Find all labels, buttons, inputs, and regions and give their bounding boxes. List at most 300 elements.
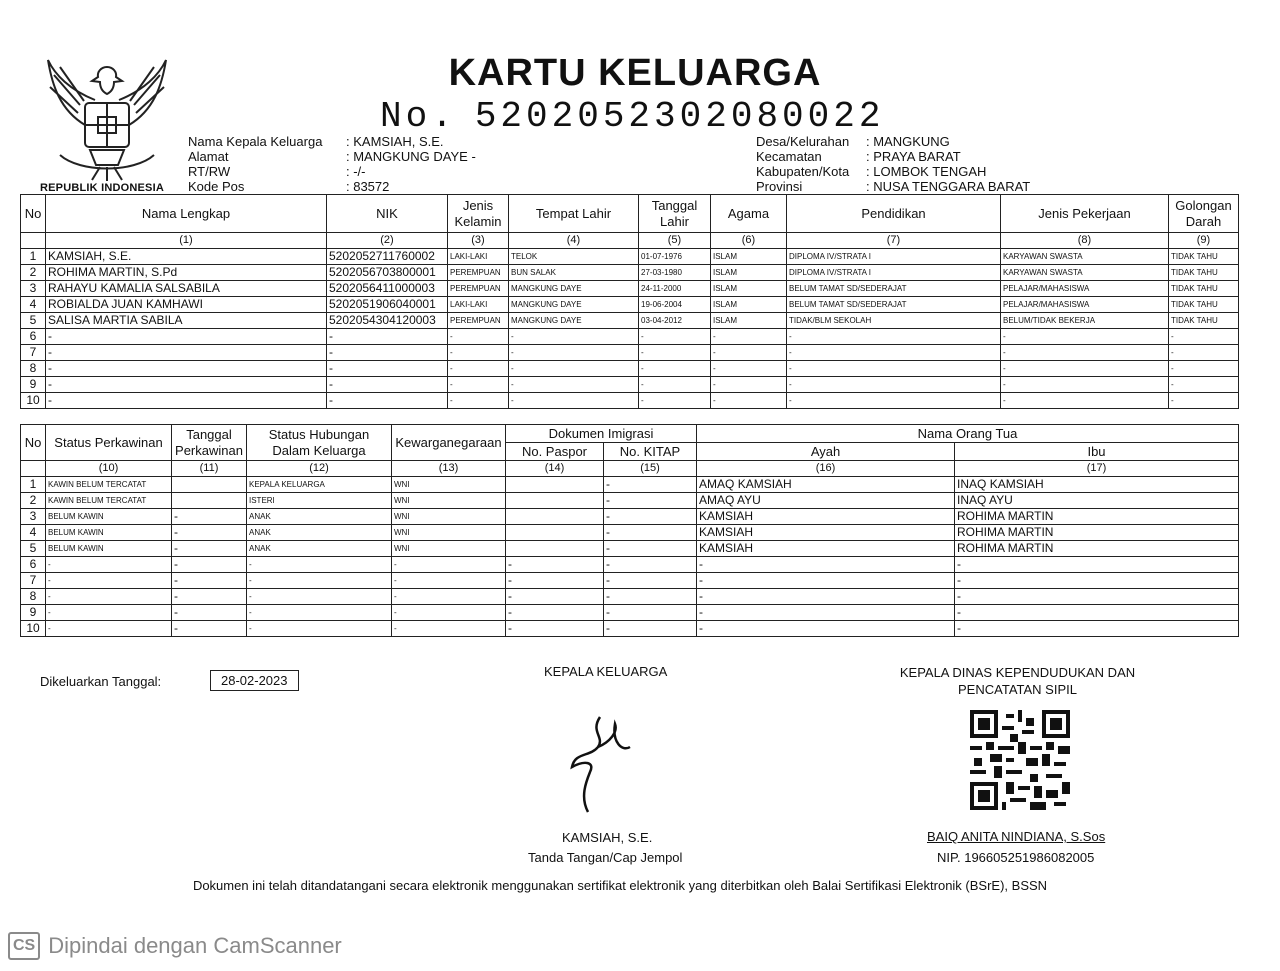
table-cell: WNI [392, 477, 506, 493]
watermark-text: Dipindai dengan CamScanner [48, 933, 342, 958]
column-number: (12) [247, 461, 392, 477]
info-value: : PRAYA BARAT [866, 149, 961, 164]
table-cell [506, 493, 604, 509]
column-number-row [21, 233, 1239, 249]
info-value: : LOMBOK TENGAH [866, 164, 987, 179]
table-cell: - [604, 621, 697, 637]
table-cell: AMAQ KAMSIAH [697, 477, 955, 493]
table-cell: 5 [21, 541, 46, 557]
table-cell: - [604, 477, 697, 493]
table-cell: - [448, 345, 509, 361]
table-cell: AMAQ AYU [697, 493, 955, 509]
column-header: Tempat Lahir [509, 195, 639, 233]
table-cell: - [392, 605, 506, 621]
column-number-row [21, 461, 1239, 477]
signature-icon [560, 712, 640, 822]
column-number: (6) [711, 233, 787, 249]
table-cell: - [46, 589, 172, 605]
dinas-line: PENCATATAN SIPIL [958, 682, 1077, 697]
table-row [21, 605, 1239, 621]
table-cell: - [46, 605, 172, 621]
table-cell: MANGKUNG DAYE [509, 281, 639, 297]
table-cell: - [1169, 329, 1239, 345]
table-cell: - [46, 377, 327, 393]
camscanner-logo-icon: CS [8, 932, 40, 960]
table-cell: ISTERI [247, 493, 392, 509]
info-label: Kode Pos [188, 179, 245, 194]
table-cell [506, 509, 604, 525]
info-label: RT/RW [188, 164, 231, 179]
table-cell: - [509, 393, 639, 409]
table-cell: - [787, 329, 1001, 345]
table-cell: KAWIN BELUM TERCATAT [46, 477, 172, 493]
info-row [188, 164, 476, 179]
table-cell: - [697, 557, 955, 573]
table-cell: DIPLOMA IV/STRATA I [787, 249, 1001, 265]
table-cell: BELUM/TIDAK BEKERJA [1001, 313, 1169, 329]
table-row [21, 477, 1239, 493]
table-cell: - [392, 621, 506, 637]
table-cell: 19-06-2004 [639, 297, 711, 313]
table-cell: - [639, 361, 711, 377]
table-cell: - [711, 377, 787, 393]
table-cell: 5202052711760002 [327, 249, 448, 265]
table-cell: ROHIMA MARTIN [955, 509, 1239, 525]
table-cell: 27-03-1980 [639, 265, 711, 281]
table-cell: - [604, 605, 697, 621]
column-number: (17) [955, 461, 1239, 477]
family-status-table [20, 424, 1239, 637]
column-header: No. KITAP [604, 443, 697, 461]
info-label: Kabupaten/Kota [756, 164, 850, 179]
table-row [21, 493, 1239, 509]
table-cell: BUN SALAK [509, 265, 639, 281]
table-cell: - [604, 525, 697, 541]
table-cell: TIDAK TAHU [1169, 249, 1239, 265]
column-header: Dokumen Imigrasi [506, 425, 697, 443]
table-cell: PELAJAR/MAHASISWA [1001, 297, 1169, 313]
table-cell: - [604, 509, 697, 525]
table-cell: - [639, 393, 711, 409]
table-cell: LAKI-LAKI [448, 297, 509, 313]
table-cell: 4 [21, 525, 46, 541]
table-cell: 8 [21, 361, 46, 377]
column-header: Agama [711, 195, 787, 233]
table-cell: ISLAM [711, 297, 787, 313]
number-label: No. [380, 96, 457, 137]
table-cell: - [1169, 377, 1239, 393]
table-cell: - [327, 361, 448, 377]
table-cell: - [1001, 377, 1169, 393]
column-number: (14) [506, 461, 604, 477]
column-number: (11) [172, 461, 247, 477]
table-cell: ROBIALDA JUAN KAMHAWI [46, 297, 327, 313]
table-cell: - [1001, 329, 1169, 345]
column-header: Tanggal Lahir [639, 195, 711, 233]
table-cell: INAQ KAMSIAH [955, 477, 1239, 493]
table-cell: - [697, 605, 955, 621]
column-header: Golongan Darah [1169, 195, 1239, 233]
table-cell: 6 [21, 557, 46, 573]
info-row [756, 134, 1030, 149]
table-cell: - [172, 557, 247, 573]
table-row [21, 249, 1239, 265]
table-cell: - [604, 573, 697, 589]
table-cell: INAQ AYU [955, 493, 1239, 509]
table-cell: TIDAK TAHU [1169, 297, 1239, 313]
table-cell: 5202056411000003 [327, 281, 448, 297]
table-cell: ANAK [247, 541, 392, 557]
emblem-caption: REPUBLIK INDONESIA [40, 182, 164, 194]
table-cell: 03-04-2012 [639, 313, 711, 329]
table-cell: - [247, 605, 392, 621]
table-cell: - [448, 393, 509, 409]
column-header: Status Perkawinan [46, 425, 172, 461]
table-cell: PEREMPUAN [448, 265, 509, 281]
table-cell: ANAK [247, 525, 392, 541]
column-number: (8) [1001, 233, 1169, 249]
column-header: Nama Orang Tua [697, 425, 1239, 443]
column-number: (1) [46, 233, 327, 249]
table-cell: - [448, 329, 509, 345]
table-cell: 8 [21, 589, 46, 605]
info-row [756, 164, 1030, 179]
column-header: Jenis Pekerjaan [1001, 195, 1169, 233]
table-cell: - [509, 329, 639, 345]
table-cell: - [955, 589, 1239, 605]
table-cell: - [787, 377, 1001, 393]
issued-label: Dikeluarkan Tanggal: [40, 674, 162, 689]
table-cell: - [46, 393, 327, 409]
table-cell: ROHIMA MARTIN [955, 541, 1239, 557]
table-row [21, 393, 1239, 409]
table-row [21, 525, 1239, 541]
table-cell: - [1169, 345, 1239, 361]
info-value: : 83572 [346, 179, 390, 194]
table-cell: - [955, 605, 1239, 621]
table-row [21, 377, 1239, 393]
table-cell: TIDAK TAHU [1169, 313, 1239, 329]
table-cell: - [506, 605, 604, 621]
kepala-keluarga-label: KEPALA KELUARGA [544, 664, 668, 679]
table-cell: ISLAM [711, 249, 787, 265]
table-cell: 3 [21, 281, 46, 297]
table-cell: - [327, 377, 448, 393]
info-value: : MANGKUNG DAYE - [346, 149, 476, 164]
table-cell: ISLAM [711, 281, 787, 297]
document-number [380, 96, 884, 137]
column-header: No. Paspor [506, 443, 604, 461]
table-cell: ROHIMA MARTIN, S.Pd [46, 265, 327, 281]
table-cell: TELOK [509, 249, 639, 265]
table-cell: - [509, 345, 639, 361]
table-cell: - [46, 345, 327, 361]
column-number: (7) [787, 233, 1001, 249]
table-cell: - [697, 573, 955, 589]
table-cell: 3 [21, 509, 46, 525]
info-label: Desa/Kelurahan [756, 134, 850, 149]
table-cell: - [46, 573, 172, 589]
table-cell: 5202051906040001 [327, 297, 448, 313]
info-value: : MANGKUNG [866, 134, 950, 149]
kepala-name: KAMSIAH, S.E. [562, 830, 653, 845]
table-cell: KEPALA KELUARGA [247, 477, 392, 493]
table-cell: 1 [21, 249, 46, 265]
table-cell: 5 [21, 313, 46, 329]
table-cell: PEREMPUAN [448, 313, 509, 329]
table-row [21, 361, 1239, 377]
table-row [21, 509, 1239, 525]
table-cell: KAMSIAH [697, 509, 955, 525]
table-cell: - [1169, 393, 1239, 409]
table-cell: 4 [21, 297, 46, 313]
number-value: 5202052302080022 [474, 96, 885, 137]
table-cell [506, 541, 604, 557]
table-cell [506, 525, 604, 541]
table-cell: - [1169, 361, 1239, 377]
column-header: Tanggal Perkawinan [172, 425, 247, 461]
table-row [21, 573, 1239, 589]
electronic-signature-notice: Dokumen ini telah ditandatangani secara elektronik menggunakan sertifikat elektronik yang diterbitkan oleh Balai Sertifikasi Elektronik (BSrE), BSSN [192, 878, 1048, 893]
table-row [21, 557, 1239, 573]
family-members-table [20, 194, 1239, 409]
table-cell: LAKI-LAKI [448, 249, 509, 265]
table-row [21, 345, 1239, 361]
table-cell: - [327, 345, 448, 361]
table-cell: - [955, 621, 1239, 637]
table-cell: - [955, 557, 1239, 573]
qr-code-icon [970, 710, 1070, 810]
table-cell: BELUM TAMAT SD/SEDERAJAT [787, 297, 1001, 313]
table-cell: KAMSIAH [697, 541, 955, 557]
table-cell [21, 461, 46, 477]
table-cell: 2 [21, 493, 46, 509]
table-cell: 10 [21, 621, 46, 637]
table-cell: - [506, 557, 604, 573]
table-cell: - [711, 361, 787, 377]
column-header: Pendidikan [787, 195, 1001, 233]
table-cell: BELUM KAWIN [46, 525, 172, 541]
info-value: : -/- [346, 164, 366, 179]
table-cell: RAHAYU KAMALIA SALSABILA [46, 281, 327, 297]
column-header: Kewarganegaraan [392, 425, 506, 461]
table-cell: - [711, 329, 787, 345]
table-cell: - [46, 361, 327, 377]
table-row [21, 281, 1239, 297]
info-label: Provinsi [756, 179, 803, 194]
table-cell: KAWIN BELUM TERCATAT [46, 493, 172, 509]
table-cell: - [787, 393, 1001, 409]
table-cell: - [172, 525, 247, 541]
column-number: (15) [604, 461, 697, 477]
table-cell: - [955, 573, 1239, 589]
table-cell: - [1001, 361, 1169, 377]
table-cell: TIDAK/BLM SEKOLAH [787, 313, 1001, 329]
table-cell [506, 477, 604, 493]
table-cell: 1 [21, 477, 46, 493]
table-cell: - [639, 345, 711, 361]
table-cell: DIPLOMA IV/STRATA I [787, 265, 1001, 281]
table-cell: - [506, 621, 604, 637]
info-value: : KAMSIAH, S.E. [346, 134, 444, 149]
table-cell: - [247, 573, 392, 589]
table-cell: - [697, 589, 955, 605]
signature-caption: Tanda Tangan/Cap Jempol [528, 850, 683, 865]
table-row [21, 621, 1239, 637]
table-cell: - [506, 589, 604, 605]
table-cell: - [787, 345, 1001, 361]
table-cell: - [448, 377, 509, 393]
table-cell: - [172, 589, 247, 605]
table-cell: - [448, 361, 509, 377]
info-row [756, 149, 1030, 164]
table-cell: - [509, 377, 639, 393]
info-value: : NUSA TENGGARA BARAT [866, 179, 1031, 194]
table-cell: - [711, 345, 787, 361]
column-number: (3) [448, 233, 509, 249]
table-cell: 24-11-2000 [639, 281, 711, 297]
info-row [188, 149, 476, 164]
table-cell: - [327, 393, 448, 409]
table-cell: ANAK [247, 509, 392, 525]
info-row [188, 179, 476, 194]
table-cell: - [604, 493, 697, 509]
table-cell: KAMSIAH [697, 525, 955, 541]
column-header: No [21, 425, 46, 461]
table-cell: ISLAM [711, 313, 787, 329]
table-cell: - [172, 573, 247, 589]
table-cell: - [604, 557, 697, 573]
column-number: (2) [327, 233, 448, 249]
table-row [21, 297, 1239, 313]
table-cell: - [392, 573, 506, 589]
table-row [21, 329, 1239, 345]
table-cell: - [247, 589, 392, 605]
table-cell: PEREMPUAN [448, 281, 509, 297]
column-header: Jenis Kelamin [448, 195, 509, 233]
table-cell: - [639, 377, 711, 393]
table-cell [21, 233, 46, 249]
info-label: Kecamatan [756, 149, 822, 164]
table-cell: KARYAWAN SWASTA [1001, 265, 1169, 281]
column-number: (10) [46, 461, 172, 477]
table-cell: - [604, 541, 697, 557]
table-header-row [21, 425, 1239, 443]
table-cell: - [327, 329, 448, 345]
table-header-row [21, 195, 1239, 233]
table-cell: 01-07-1976 [639, 249, 711, 265]
document-title: KARTU KELUARGA [448, 52, 822, 94]
table-cell: 6 [21, 329, 46, 345]
table-row [21, 313, 1239, 329]
pejabat-name: BAIQ ANITA NINDIANA, S.Sos [927, 829, 1106, 844]
column-header: Ayah [697, 443, 955, 461]
table-cell: - [604, 589, 697, 605]
camscanner-watermark [8, 932, 342, 960]
table-cell: WNI [392, 493, 506, 509]
info-label: Alamat [188, 149, 229, 164]
table-cell [172, 477, 247, 493]
table-cell: WNI [392, 525, 506, 541]
dinas-line: KEPALA DINAS KEPENDUDUKAN DAN [899, 665, 1136, 680]
info-left [188, 134, 476, 194]
table-cell: MANGKUNG DAYE [509, 297, 639, 313]
table-cell: KARYAWAN SWASTA [1001, 249, 1169, 265]
table-cell: MANGKUNG DAYE [509, 313, 639, 329]
column-number: (5) [639, 233, 711, 249]
table-cell: - [172, 509, 247, 525]
table-cell: - [392, 589, 506, 605]
info-label: Nama Kepala Keluarga [188, 134, 323, 149]
table-cell: BELUM KAWIN [46, 509, 172, 525]
table-cell: TIDAK TAHU [1169, 265, 1239, 281]
table-cell: - [46, 329, 327, 345]
dinas-title [890, 664, 1145, 698]
table-cell: SALISA MARTIA SABILA [46, 313, 327, 329]
table-cell: 5202056703800001 [327, 265, 448, 281]
table-cell: - [46, 621, 172, 637]
table-cell: - [697, 621, 955, 637]
table-cell: - [1001, 345, 1169, 361]
table-cell: - [172, 541, 247, 557]
column-number: (9) [1169, 233, 1239, 249]
column-header: No [21, 195, 46, 233]
table-cell: WNI [392, 541, 506, 557]
table-cell: BELUM TAMAT SD/SEDERAJAT [787, 281, 1001, 297]
column-number: (16) [697, 461, 955, 477]
table-cell: - [46, 557, 172, 573]
table-cell: - [392, 557, 506, 573]
table-cell: BELUM KAWIN [46, 541, 172, 557]
table-row [21, 589, 1239, 605]
table-cell: - [506, 573, 604, 589]
table-cell: 10 [21, 393, 46, 409]
table-cell: TIDAK TAHU [1169, 281, 1239, 297]
table-row [21, 541, 1239, 557]
table-cell: ROHIMA MARTIN [955, 525, 1239, 541]
column-header: Status Hubungan Dalam Keluarga [247, 425, 392, 461]
table-cell: - [172, 621, 247, 637]
column-header: Nama Lengkap [46, 195, 327, 233]
table-cell: - [1001, 393, 1169, 409]
table-cell: 2 [21, 265, 46, 281]
table-cell: - [172, 605, 247, 621]
table-cell: - [711, 393, 787, 409]
table-cell [172, 493, 247, 509]
table-cell: - [247, 621, 392, 637]
table-cell: 9 [21, 605, 46, 621]
issued-date: 28-02-2023 [210, 670, 299, 691]
info-row [756, 179, 1030, 194]
column-header: Ibu [955, 443, 1239, 461]
table-cell: PELAJAR/MAHASISWA [1001, 281, 1169, 297]
table-cell: 7 [21, 345, 46, 361]
column-number: (4) [509, 233, 639, 249]
table-cell: 7 [21, 573, 46, 589]
table-cell: 9 [21, 377, 46, 393]
table-cell: - [247, 557, 392, 573]
table-cell: - [509, 361, 639, 377]
table-row [21, 265, 1239, 281]
table-cell: 5202054304120003 [327, 313, 448, 329]
pejabat-nip: NIP. 196605251986082005 [937, 850, 1095, 865]
info-row [188, 134, 476, 149]
column-header: NIK [327, 195, 448, 233]
table-cell: ISLAM [711, 265, 787, 281]
column-number: (13) [392, 461, 506, 477]
table-cell: KAMSIAH, S.E. [46, 249, 327, 265]
table-cell: WNI [392, 509, 506, 525]
